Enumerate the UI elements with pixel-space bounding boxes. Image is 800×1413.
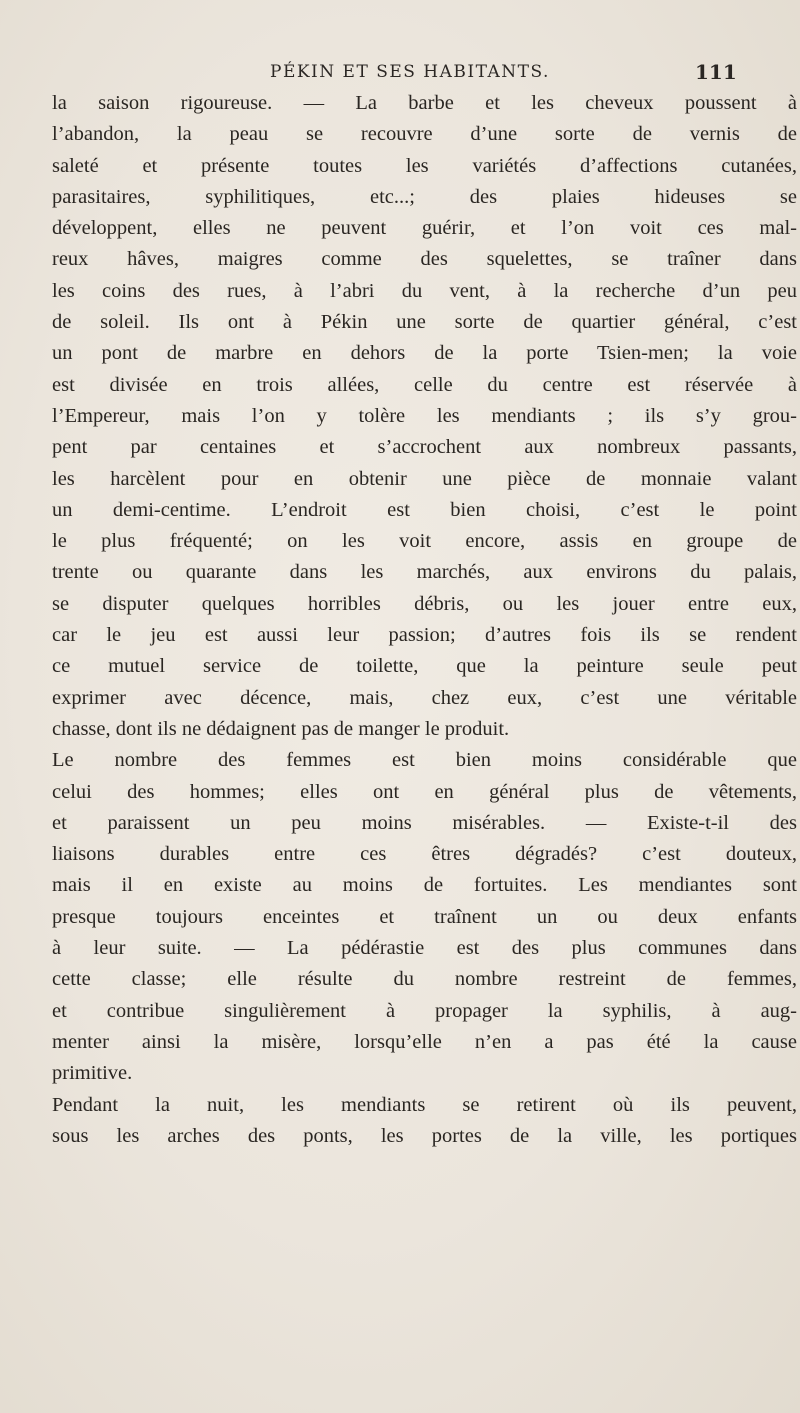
text-line: trente ou quarante dans les marchés, aux environs du palais, <box>52 561 797 584</box>
text-line: et paraissent un peu moins misérables. — Existe-t-il des <box>52 811 797 834</box>
text-line: les coins des rues, à l’abri du vent, à la recherche d’un peu <box>52 279 797 302</box>
text-line: pent par centaines et s’accrochent aux nombreux passants, <box>52 436 797 459</box>
text-line: de soleil. Ils ont à Pékin une sorte de quartier général, c’est <box>52 311 797 334</box>
text-line: l’abandon, la peau se recouvre d’une sorte de vernis de <box>52 123 797 146</box>
text-line: car le jeu est aussi leur passion; d’autres fois ils se rendent <box>52 624 797 647</box>
text-line: est divisée en trois allées, celle du centre est réservée à <box>52 373 797 396</box>
text-line: saleté et présente toutes les variétés d’affections cutanées, <box>52 154 797 177</box>
text-line: exprimer avec décence, mais, chez eux, c’est une véritable <box>52 686 797 709</box>
text-line: l’Empereur, mais l’on y tolère les mendiants ; ils s’y grou- <box>52 404 797 427</box>
text-line: primitive. <box>52 1062 133 1085</box>
text-line: la saison rigoureuse. — La barbe et les cheveux poussent à <box>52 92 797 114</box>
running-head: PÉKIN ET SES HABITANTS. <box>270 62 550 82</box>
text-line: et contribue singulièrement à propager la syphilis, à aug- <box>52 999 797 1022</box>
text-line: se disputer quelques horribles débris, ou les jouer entre eux, <box>52 592 797 615</box>
text-line: Le nombre des femmes est bien moins considérable que <box>52 749 797 772</box>
text-line: un demi-centime. L’endroit est bien choisi, c’est le point <box>52 498 797 521</box>
text-line: cette classe; elle résulte du nombre restreint de femmes, <box>52 968 797 991</box>
body-text <box>52 88 797 1152</box>
text-line: le plus fréquenté; on les voit encore, assis en groupe de <box>52 530 797 553</box>
text-line: mais il en existe au moins de fortuites. Les mendiantes sont <box>52 874 797 897</box>
text-line: reux hâves, maigres comme des squelettes, se traîner dans <box>52 248 797 271</box>
text-line: les harcèlent pour en obtenir une pièce de monnaie valant <box>52 467 797 490</box>
text-line: Pendant la nuit, les mendiants se retirent où ils peuvent, <box>52 1093 797 1116</box>
text-line: développent, elles ne peuvent guérir, et l’on voit ces mal- <box>52 217 797 240</box>
text-line: parasitaires, syphilitiques, etc...; des plaies hideuses se <box>52 185 797 208</box>
page-number: 111 <box>695 60 737 84</box>
text-line: chasse, dont ils ne dédaignent pas de manger le produit. <box>52 717 510 740</box>
text-line: menter ainsi la misère, lorsqu’elle n’en a pas été la cause <box>52 1030 797 1053</box>
text-line: un pont de marbre en dehors de la porte Tsien-men; la voie <box>52 342 797 365</box>
text-line: liaisons durables entre ces êtres dégradés? c’est douteux, <box>52 843 797 866</box>
text-line: ce mutuel service de toilette, que la peinture seule peut <box>52 655 797 678</box>
text-line: presque toujours enceintes et traînent un ou deux enfants <box>52 905 797 928</box>
text-line: à leur suite. — La pédérastie est des plus communes dans <box>52 937 797 960</box>
text-line: celui des hommes; elles ont en général plus de vêtements, <box>52 780 797 803</box>
text-line: sous les arches des ponts, les portes de la ville, les portiques <box>52 1124 797 1147</box>
